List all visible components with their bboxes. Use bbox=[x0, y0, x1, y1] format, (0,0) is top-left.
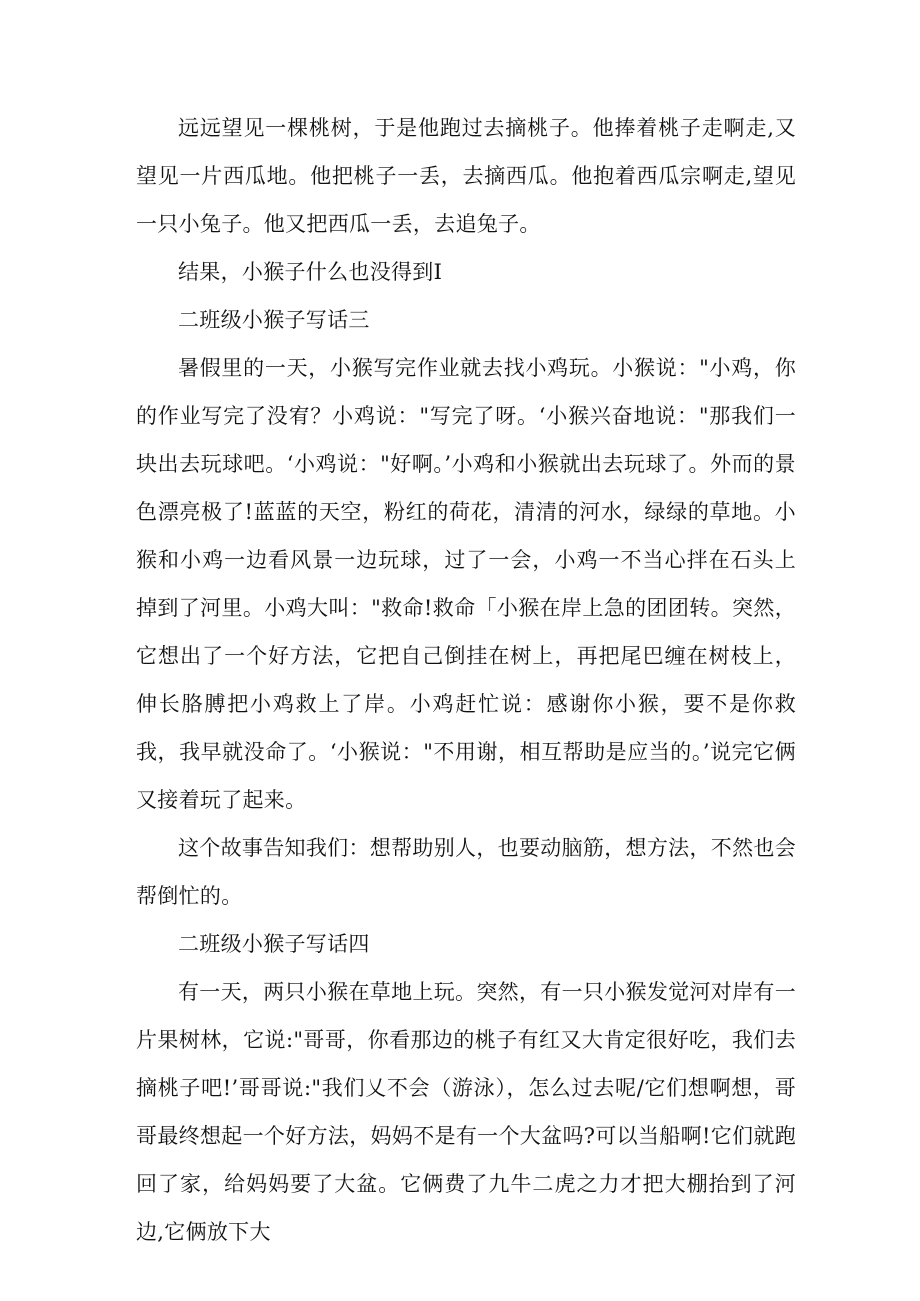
section-heading: 二班级小猴子写话四 bbox=[178, 932, 370, 956]
story-conclusion: 结果，小猴子什么也没得到I bbox=[178, 260, 443, 284]
story-paragraph: 远远望见一棵桃树，于是他跑过去摘桃子。他捧着桃子走啊走,又望见一片西瓜地。他把桃子一丢，去摘西瓜。他抱着西瓜宗啊走,望见一只小兔子。他又把西瓜一丢，去追兔子。 bbox=[136, 116, 796, 236]
section-heading: 二班级小猴子写话三 bbox=[178, 308, 370, 332]
story-moral: 这个故事告知我们：想帮助别人，也要动脑筋，想方法，不然也会帮倒忙的。 bbox=[136, 836, 796, 908]
document-body bbox=[136, 104, 796, 1256]
story-paragraph: 有一天，两只小猴在草地上玩。突然，有一只小猴发觉河对岸有一片果树林，它说:"哥哥，你看那边的桃子有红又大肯定很好吃，我们去摘桃子吧!’哥哥说:"我们乂不会（游泳），怎么过去呢/它们想啊想，哥哥最终想起一个好方法，妈妈不是有一个大盆吗?可以当船啊!它们就跑回了家，给妈妈要了大盆。它俩费了九牛二虎之力才把大棚抬到了河边,它俩放下大 bbox=[136, 980, 796, 1244]
story-paragraph: 暑假里的一天，小猴写完作业就去找小鸡玩。小猴说："小鸡，你的作业写完了没宥？小鸡说："写完了呀。‘小猴兴奋地说："那我们一块出去玩球吧。‘小鸡说："好啊。’小鸡和小猴就出去玩球了。外而的景色漂亮极了!蓝蓝的天空，粉红的荷花，清清的河水，绿绿的草地。小猴和小鸡一边看风景一边玩球，过了一会，小鸡一不当心拌在石头上掉到了河里。小鸡大叫："救命!救命「小猴在岸上急的团团转。突然，它想出了一个好方法，它把自己倒挂在树上，再把尾巴缠在树枝上，伸长胳膊把小鸡救上了岸。小鸡赶忙说：感谢你小猴，要不是你救我，我早就没命了。‘小猴说："不用谢，相互帮助是应当的。’说完它俩又接着玩了起来。 bbox=[136, 356, 796, 812]
